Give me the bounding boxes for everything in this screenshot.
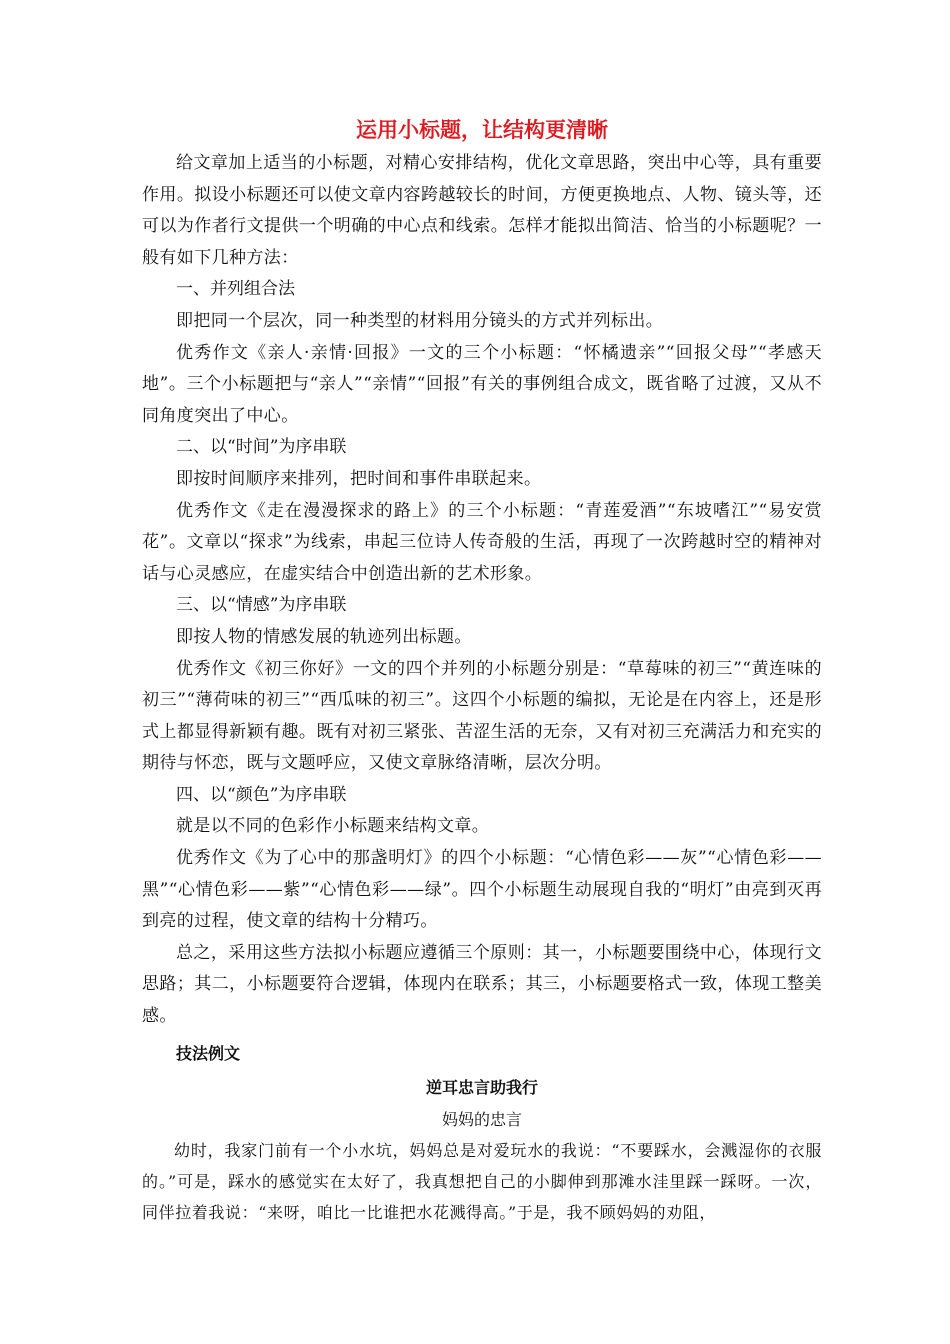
technique-example-label: 技法例文 — [176, 1043, 241, 1063]
method-4-heading: 四、以“颜色”为序串联 — [176, 784, 347, 805]
essay-subtitle: 妈妈的忠言 — [441, 1109, 522, 1129]
summary-paragraph: 总之，采用这些方法拟小标题应遵循三个原则：其一，小标题要围绕中心，体现行文思路；其二，小标题要符合逻辑，体现内在联系；其三，小标题要格式一致，体现工整美感。 — [142, 942, 822, 1027]
method-2-description: 即按时间顺序来排列，把时间和事件串联起来。 — [176, 468, 542, 489]
document-page — [142, 112, 822, 1229]
essay-title: 逆耳忠言助我行 — [425, 1077, 538, 1097]
method-1-heading: 一、并列组合法 — [176, 279, 295, 300]
method-2-example: 优秀作文《走在漫漫探求的路上》的三个小标题：“青莲爱酒”“东坡嗜江”“易安赏花”。文章以“探求”为线索，串起三位诗人传奇般的生活，再现了一次跨越时空的精神对话与心灵感应，在虚实结合中创造出新的艺术形象。 — [142, 500, 822, 584]
method-2-heading: 二、以“时间”为序串联 — [176, 437, 347, 458]
method-3-heading: 三、以“情感”为序串联 — [176, 595, 347, 616]
method-3-description: 即按人物的情感发展的轨迹列出标题。 — [176, 626, 472, 647]
page-title: 运用小标题，让结构更清晰 — [356, 118, 608, 142]
method-1-description: 即把同一个层次，同一种类型的材料用分镜头的方式并列标出。 — [176, 310, 664, 331]
method-4-description: 就是以不同的色彩作小标题来结构文章。 — [176, 816, 490, 837]
method-3-example: 优秀作文《初三你好》一文的四个并列的小标题分别是：“草莓味的初三”“黄连味的初三”“薄荷味的初三”“西瓜味的初三”。这四个小标题的编拟，无论是在内容上，还是形式上都显得新颖有趣。既有对初三紧张、苦涩生活的无奈，又有对初三充满活力和充实的期待与怀恋，既与文题呼应，又使文章脉络清晰，层次分明。 — [142, 658, 822, 774]
essay-paragraph: 幼时，我家门前有一个小水坑，妈妈总是对爱玩水的我说：“不要踩水，会溅湿你的衣服的。”可是，踩水的感觉实在太好了，我真想把自己的小脚伸到那滩水洼里踩一踩呀。一次，同伴拉着我说：“来呀，咱比一比谁把水花溅得高。”于是，我不顾妈妈的劝阻， — [142, 1140, 822, 1223]
intro-paragraph: 给文章加上适当的小标题，对精心安排结构，优化文章思路，突出中心等，具有重要作用。拟设小标题还可以使文章内容跨越较长的时间，方便更换地点、人物、镜头等，还可以为作者行文提供一个明确的中心点和线索。怎样才能拟出简洁、恰当的小标题呢？一般有如下几种方法： — [142, 153, 822, 268]
method-1-example: 优秀作文《亲人·亲情·回报》一文的三个小标题：“怀橘遗亲”“回报父母”“孝感天地”。三个小标题把与“亲人”“亲情”“回报”有关的事例组合成文，既省略了过渡，又从不同角度突出了中心。 — [142, 342, 822, 426]
method-4-example: 优秀作文《为了心中的那盏明灯》的四个小标题：“心情色彩——灰”“心情色彩——黑”“心情色彩——紫”“心情色彩——绿”。四个小标题生动展现自我的“明灯”由亮到灭再到亮的过程，使文章的结构十分精巧。 — [142, 848, 822, 932]
